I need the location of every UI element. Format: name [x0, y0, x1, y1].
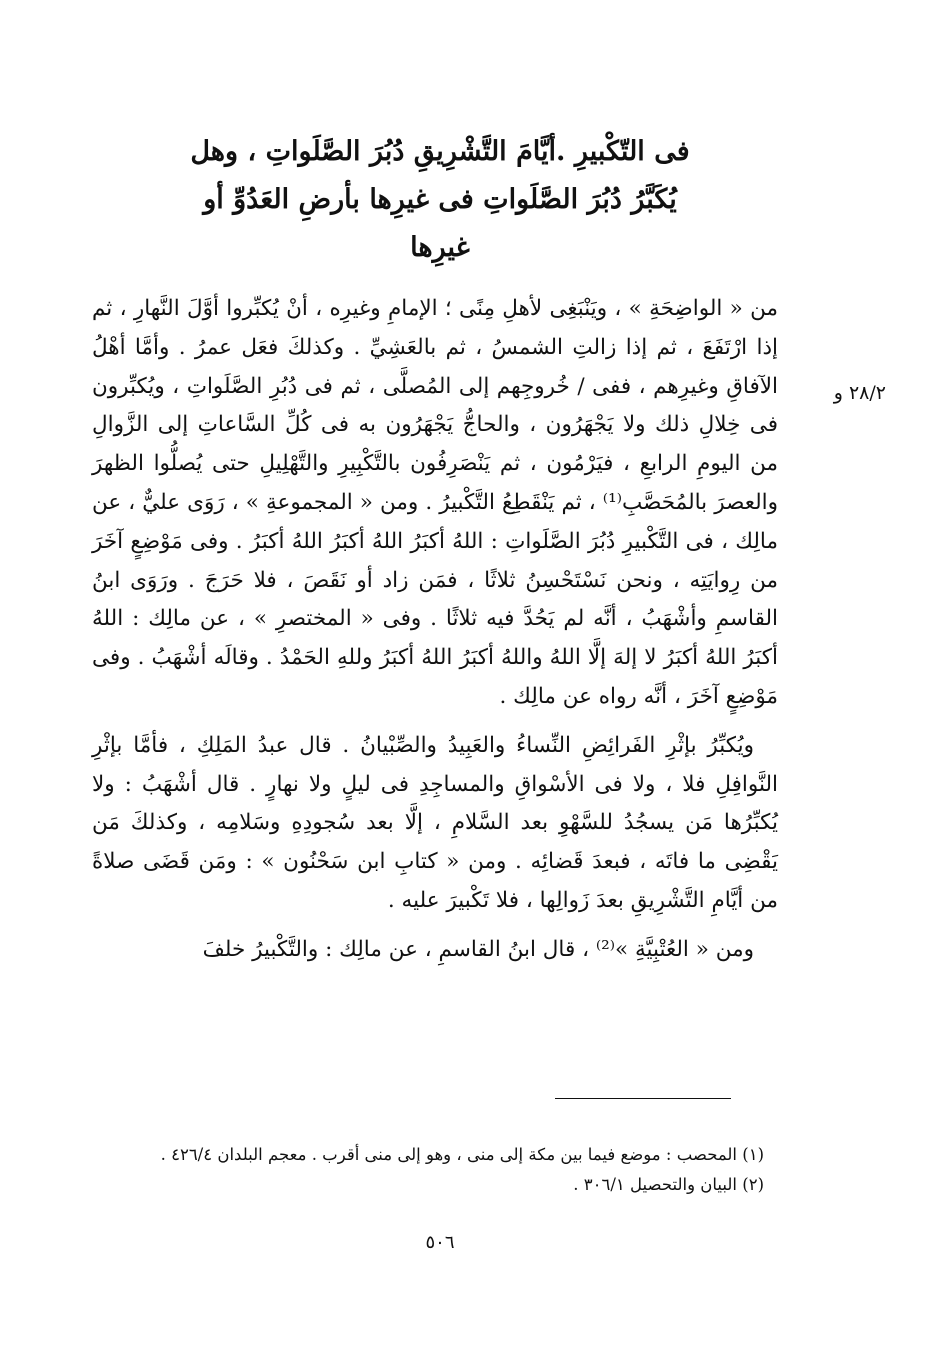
footnote-2: (٢) البيان والتحصيل ٣٠٦/١ .	[573, 1175, 764, 1194]
heading-line-1: فى التّكْبيرِ .أيَّامَ التَّشْرِيقِ دُبُرَ الصَّلَواتِ ، وهل	[190, 136, 690, 167]
body-text	[92, 290, 778, 980]
footnotes	[150, 1140, 764, 1200]
heading-line-2: يُكَبَّرُ دُبُرَ الصَّلَواتِ فى غيرِها بأرضِ العَدُوِّ أو	[203, 184, 677, 215]
paragraph-1: من « الواضِحَةِ » ، ويَنْبَغِى لأهلِ مِنًى ؛ الإمامِ وغيرِه ، أنْ يُكبِّروا أوَّلَ النَّهارِ ، ثم إذا ارْتَفَعَ ، ثم إذا زالتِ الشمسُ ، ثم بالعَشِيِّ . وكذلكَ فعَل عمرُ . وأمَّا أهْلُ الآفاقِ وغيرِهم ، ففى / خُروجِهم إلى المُصلَّى ، ثم فى دُبُرِ الصَّلَواتِ ، ويُكبِّرون فى خِلالِ ذلك ولا يَجْهَرُون ، والحاجُّ يَجْهَرُون به فى كُلِّ السَّاعاتِ إلى الزَّوالِ من اليومِ الرابعِ ، فيَرْمُون ، ثم يَنْصَرِفُون بالتَّكْبِيرِ والتَّهْلِيلِ حتى يُصلُّوا الظهرَ والعصرَ بالمُحَصَّبِ⁽¹⁾ ، ثم يَنْقَطِعُ التَّكْبيرُ . ومن « المجموعةِ » ، رَوَى عليٌّ ، عن مالِك ، فى التَّكْبيرِ دُبُرَ الصَّلَواتِ : اللهُ أكبَرُ اللهُ أكبَرُ اللهُ أكبَرُ . وفى مَوْضِعٍ آخَرَ من رِوايَتِه ، ونحن نَسْتَحْسِنُ ثلاثًا ، فمَن زاد أو نَقَصَ ، فلا حَرَجَ . ورَوَى ابنُ القاسمِ وأشْهَبُ ، أنَّه لم يَحُدَّ فيه ثلاثًا . وفى « المختصرِ » ، عن مالِك : اللهُ أكبَرُ اللهُ أكبَرُ لا إلهَ إلَّا اللهُ واللهُ أكبَرُ اللهُ أكبَرُ وللهِ الحَمْدُ . وقالَه أشْهَبُ . وفى مَوْضِعٍ آخَرَ ، أنَّه رواه عن مالِك .	[92, 296, 778, 709]
footnote-separator	[555, 1098, 731, 1099]
heading-line-3: غيرِها	[410, 232, 470, 263]
paragraph-2: ويُكبِّرُ بإثْرِ الفَرائِضِ النِّساءُ والعَبِيدُ والصِّبْيانُ . قال عبدُ المَلِكِ ، فأمَّا بإثْرِ النَّوافِلِ فلا ، ولا فى الأسْواقِ والمساجِدِ فى ليلٍ ولا نهارٍ . قال أشْهَبُ : ولا يُكبِّرُها مَن يسجُدُ للسَّهْوِ بعد السَّلامِ ، إلَّا بعد سُجودِهِ وسَلامِه ، وكذلكَ مَن يَقْضِى ما فاتَه ، فبعدَ قَضائِه . ومن « كتابِ ابن سَحْنُون » : ومَن قَضَى صلاةً من أيَّامِ التَّشْرِيقِ بعدَ زَوالِها ، فلا تَكْبيرَ عليه .	[92, 732, 778, 913]
chapter-heading	[180, 128, 700, 272]
paragraph-3: ومن « العُتْبِيَّةِ »⁽²⁾ ، قال ابنُ القاسمِ ، عن مالِك : والتَّكْبيرُ خلفَ	[202, 936, 754, 962]
page-number: ٥٠٦	[425, 1232, 455, 1253]
footnote-1: (١) المحصب : موضع فيما بين مكة إلى منى ، وهو إلى منى أقرب . معجم البلدان ٤٢٦/٤ .	[160, 1145, 764, 1164]
manuscript-folio-note: ٢٨/٢ و	[833, 382, 886, 404]
